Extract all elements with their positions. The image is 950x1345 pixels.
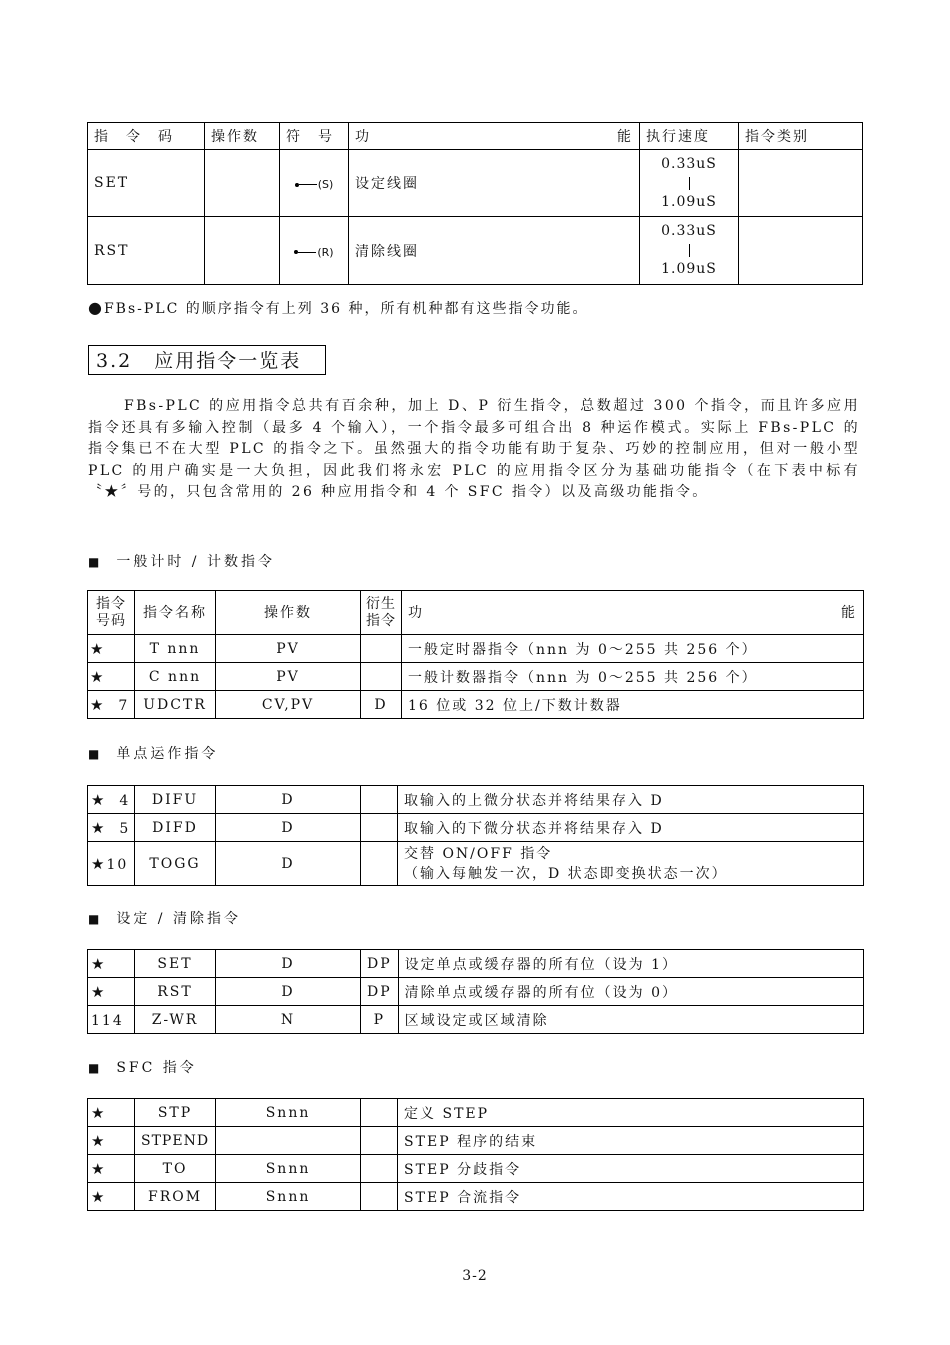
star-icon: ★ [91,1103,107,1122]
square-bullet-icon: ■ [88,747,103,761]
star-icon: ★ [90,639,106,658]
header-function: 功 能 [402,591,864,635]
table-row: ★ 7 UDCTR CV,PV D 16 位或 32 位上/下数计数器 [88,691,864,719]
table-row: ★ RST D DP 清除单点或缓存器的所有位（设为 0） [88,978,864,1006]
symbol-cell [280,217,349,285]
operand-cell [205,150,280,217]
sfc-table [87,1098,864,1211]
category-cell [739,150,863,217]
table-row: ★ SET D DP 设定单点或缓存器的所有位（设为 1） [88,950,864,978]
bullet-icon: ● [88,298,104,317]
table-row: ★ T nnn PV 一般定时器指令（nnn 为 0～255 共 256 个） [88,635,864,663]
set-reset-table [87,949,864,1034]
table-row: ★ C nnn PV 一般计数器指令（nnn 为 0～255 共 256 个） [88,663,864,691]
note-line [88,298,588,318]
header-name: 指令名称 [135,591,216,635]
range-bar-icon [689,177,690,190]
square-bullet-icon: ■ [88,1061,103,1075]
category-cell [739,217,863,285]
square-bullet-icon: ■ [88,912,103,926]
header-code: 指 令 码 [88,123,205,150]
operand-cell [205,217,280,285]
table-row: ★ STP Snnn 定义 STEP [88,1099,864,1127]
range-bar-icon [689,244,690,257]
table-row [88,150,863,217]
speed-cell [640,150,739,217]
speed-max: 1.09uS [661,193,717,210]
coil-set-icon: (S) [295,178,334,191]
header-function [349,123,640,150]
code-cell: RST [88,217,205,285]
table-row: ★ 5 DIFD D 取输入的下微分状态并将结果存入 D [88,814,864,842]
square-bullet-icon: ■ [88,555,103,569]
code-cell: SET [88,150,205,217]
table-row: ★10 TOGG D 交替 ON/OFF 指令 （输入每触发一次，D 状态即变换状态一次） [88,842,864,886]
symbol-cell [280,150,349,217]
star-icon: ★ [91,982,107,1001]
header-function-left: 功 [355,129,371,145]
table-row [88,217,863,285]
intro-paragraph: FBs-PLC 的应用指令总共有百余种，加上 D、P 衍生指令，总数超过 300 个指令，而且许多应用指令还具有多输入控制（最多 4 个输入），一个指令最多可组合出 8 种运作模式。实际上 FBs-PLC 的指令集已不在大型 PLC 的指令之下。虽然强大的指令功能有助于复杂、巧妙的控制应用，但对一般小型 PLC 的用户确实是一大负担，因此我们将永宏 PLC 的应用指令区分为基础功能指令（在下表中标有〝★〞号的，只包含常用的 26 种应用指令和 4 个 SFC 指令）以及高级功能指令。 [88,398,860,500]
section-number: 3.2 [96,350,133,372]
star-icon: ★ [90,667,106,686]
star-icon: ★ [91,1131,107,1150]
star-icon: ★ [90,695,106,714]
speed-min: 0.33uS [661,155,717,172]
group-title: ■ 一般计时 / 计数指令 [88,554,275,570]
header-function-right: 能 [617,129,633,145]
table-row: 114 Z-WR N P 区域设定或区域清除 [88,1006,864,1034]
page-number: 3-2 [462,1268,488,1284]
table-row: ★ FROM Snnn STEP 合流指令 [88,1183,864,1211]
header-operand: 操作数 [205,123,280,150]
speed-max: 1.09uS [661,261,717,277]
speed-cell [640,217,739,285]
star-icon: ★ [91,854,107,873]
header-symbol: 符 号 [280,123,349,150]
group-title: ■ 单点运作指令 [88,746,219,762]
star-icon: ★ [91,954,107,973]
speed-min: 0.33uS [661,223,717,239]
header-speed: 执行速度 [640,123,739,150]
section-title-text: 应用指令一览表 [154,350,302,372]
section-title [88,345,326,375]
table-row: ★ TO Snnn STEP 分歧指令 [88,1155,864,1183]
group-title: ■ SFC 指令 [88,1060,197,1076]
header-derive: 衍生指令 [361,591,402,635]
table-row: ★ STPEND STEP 程序的结束 [88,1127,864,1155]
header-no: 指令号码 [88,591,135,635]
function-cell: 设定线圈 [349,150,640,217]
star-icon: ★ [91,1187,107,1206]
single-point-table [87,785,864,886]
header-category: 指令类别 [739,123,863,150]
function-cell: 清除线圈 [349,217,640,285]
note-text: FBs-PLC 的顺序指令有上列 36 种，所有机种都有这些指令功能。 [103,301,589,317]
sequence-instruction-table [87,122,863,285]
coil-reset-icon: (R) [294,246,333,259]
star-icon: ★ [91,818,107,837]
star-icon: ★ [91,1159,107,1178]
timer-counter-table [87,590,864,719]
group-title: ■ 设定 / 清除指令 [88,911,241,927]
table-row: ★ 4 DIFU D 取输入的上微分状态并将结果存入 D [88,786,864,814]
header-operand: 操作数 [216,591,361,635]
star-icon: ★ [91,790,107,809]
